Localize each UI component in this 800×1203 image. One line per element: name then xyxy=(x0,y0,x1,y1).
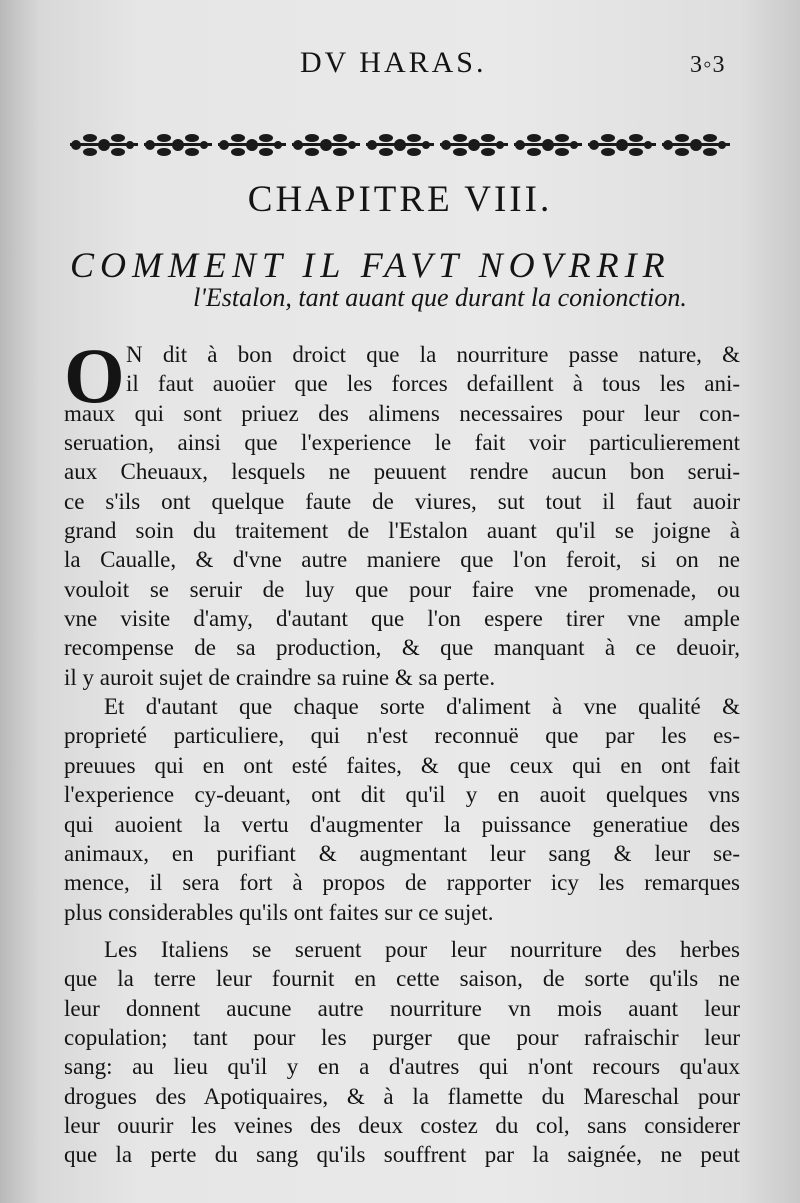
text-line: seruation, ainsi que l'experience le fait voir particulierement xyxy=(64,430,740,456)
text-line: que la terre leur fournit en cette saison, de sorte qu'ils ne xyxy=(64,966,740,992)
paragraph-spacer xyxy=(64,927,740,935)
running-title: DV HARAS. xyxy=(300,46,487,79)
text-line: recompense de sa production, & que manquant à ce deuoir, xyxy=(64,635,740,661)
text-line: drogues des Apotiquaires, & à la flamette du Mareschal pour xyxy=(64,1083,740,1109)
text-line: leur ouurir les veines des deux costez du col, sans considerer xyxy=(64,1112,740,1138)
chapter-title: CHAPITRE VIII. xyxy=(247,179,553,220)
text-line: animaux, en purifiant & augmentant leur sang & leur se- xyxy=(64,840,740,866)
text-line: N dit à bon droict que la nourriture passe nature, & xyxy=(126,342,740,367)
text-line: vne visite d'amy, d'autant que l'on espere tirer vne ample xyxy=(64,606,740,632)
chapter-heading-line-2: l'Estalon, tant auant que durant la conionction. xyxy=(193,283,687,312)
text-line: maux qui sont priuez des alimens necessaires pour leur con- xyxy=(64,400,740,426)
text-line: aux Cheuaux, lesquels ne peuuent rendre aucun bon serui- xyxy=(64,459,740,485)
text-line: leur donnent aucune autre nourriture vn mois auant leur xyxy=(64,995,740,1021)
text-line: que la perte du sang qu'ils souffrent par la saignée, ne peut xyxy=(64,1142,740,1168)
text-line: Les Italiens se seruent pour leur nourriture des herbes xyxy=(104,936,740,962)
text-line: il faut auoüer que les forces defaillent à tous les ani- xyxy=(126,371,740,397)
text-line: proprieté particuliere, qui n'est reconnuë que par les es- xyxy=(64,723,740,749)
text-line: il y auroit sujet de craindre sa ruine & sa perte. xyxy=(64,664,496,690)
text-line: mence, il sera fort à propos de rapporter icy les remarques xyxy=(64,870,740,896)
page-number: 3◦3 xyxy=(690,52,726,78)
text-line: grand soin du traitement de l'Estalon auant qu'il se joigne à xyxy=(64,518,740,544)
paragraph-3 xyxy=(64,935,740,1170)
text-line: vouloit se seruir de luy que pour faire vne promenade, ou xyxy=(64,576,740,602)
text-line: l'experience cy-deuant, ont dit qu'il y en auoit quelques vns xyxy=(64,782,740,808)
text-line: Et d'autant que chaque sorte d'aliment à vne qualité & xyxy=(104,694,740,720)
body-text xyxy=(64,332,740,1170)
text-line: sang: au lieu qu'il y en a d'autres qui n'ont recours qu'aux xyxy=(64,1054,740,1080)
text-line: qui auoient la vertu d'augmenter la puissance generatiue des xyxy=(64,811,740,837)
drop-cap: O xyxy=(64,332,125,419)
text-line: ce s'ils ont quelque faute de viures, sut tout il faut auoir xyxy=(64,488,740,514)
text-line: la Caualle, & d'vne autre maniere que l'on feroit, si on ne xyxy=(64,547,740,573)
paragraph-1 xyxy=(64,332,740,692)
running-head xyxy=(0,46,800,86)
text-line: copulation; tant pour les purger que pour rafraischir leur xyxy=(64,1024,740,1050)
text-line: plus considerables qu'ils ont faites sur ce sujet. xyxy=(64,899,494,925)
paragraph-2 xyxy=(64,692,740,927)
text-line: preuues qui en ont esté faites, & que ceux qui en ont fait xyxy=(64,752,740,778)
chapter-heading-line-1: COMMENT IL FAVT NOVRRIR xyxy=(70,245,671,285)
ornamental-band xyxy=(66,126,730,164)
